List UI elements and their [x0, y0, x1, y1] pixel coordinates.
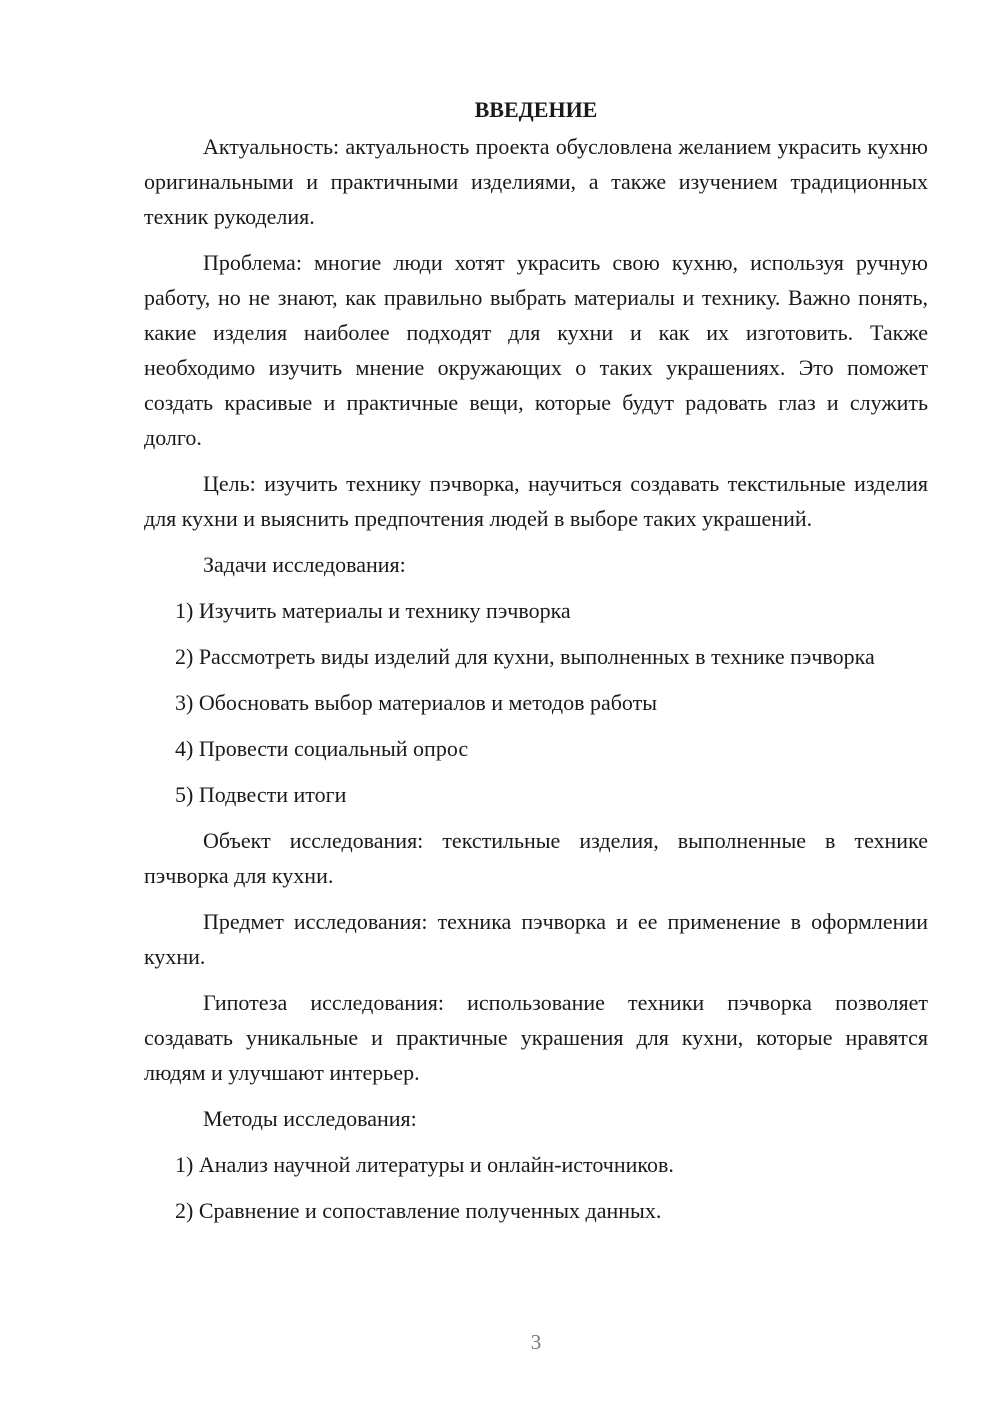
method-item: 1) Анализ научной литературы и онлайн-источников. — [175, 1152, 674, 1177]
task-item: 5) Подвести итоги — [175, 782, 347, 807]
methods-title: Методы исследования: — [203, 1106, 417, 1131]
task-item: 1) Изучить материалы и технику пэчворка — [175, 598, 571, 623]
actuality-paragraph: Актуальность: актуальность проекта обусловлена желанием украсить кухню оригинальными и практичными изделиями, а также изучением традиционных техник рукоделия. — [144, 134, 928, 229]
subject-paragraph: Предмет исследования: техника пэчворка и ее применение в оформлении кухни. — [144, 909, 928, 969]
tasks-list — [144, 593, 928, 812]
hypothesis-paragraph: Гипотеза исследования: использование техники пэчворка позволяет создавать уникальные и практичные украшения для кухни, которые нравятся людям и улучшают интерьер. — [144, 990, 928, 1085]
tasks-title: Задачи исследования: — [203, 552, 406, 577]
task-item: 2) Рассмотреть виды изделий для кухни, выполненных в технике пэчворка — [175, 644, 875, 669]
document-page — [144, 92, 928, 1239]
task-item: 3) Обосновать выбор материалов и методов работы — [175, 690, 658, 715]
page-number: 3 — [530, 1330, 542, 1354]
goal-paragraph: Цель: изучить технику пэчворка, научиться создавать текстильные изделия для кухни и выяснить предпочтения людей в выборе таких украшений. — [144, 471, 928, 531]
problem-paragraph: Проблема: многие люди хотят украсить свою кухню, используя ручную работу, но не знают, как правильно выбрать материалы и технику. Важно понять, какие изделия наиболее подходят для кухни и как их изготовить. Также необходимо изучить мнение окружающих о таких украшениях. Это поможет создать красивые и практичные вещи, которые будут радовать глаз и служить долго. — [144, 250, 928, 450]
object-paragraph: Объект исследования: текстильные изделия, выполненные в технике пэчворка для кухни. — [144, 828, 928, 888]
section-heading: ВВЕДЕНИЕ — [474, 97, 598, 122]
methods-list — [144, 1147, 928, 1228]
method-item: 2) Сравнение и сопоставление полученных данных. — [175, 1198, 662, 1223]
task-item: 4) Провести социальный опрос — [175, 736, 469, 761]
